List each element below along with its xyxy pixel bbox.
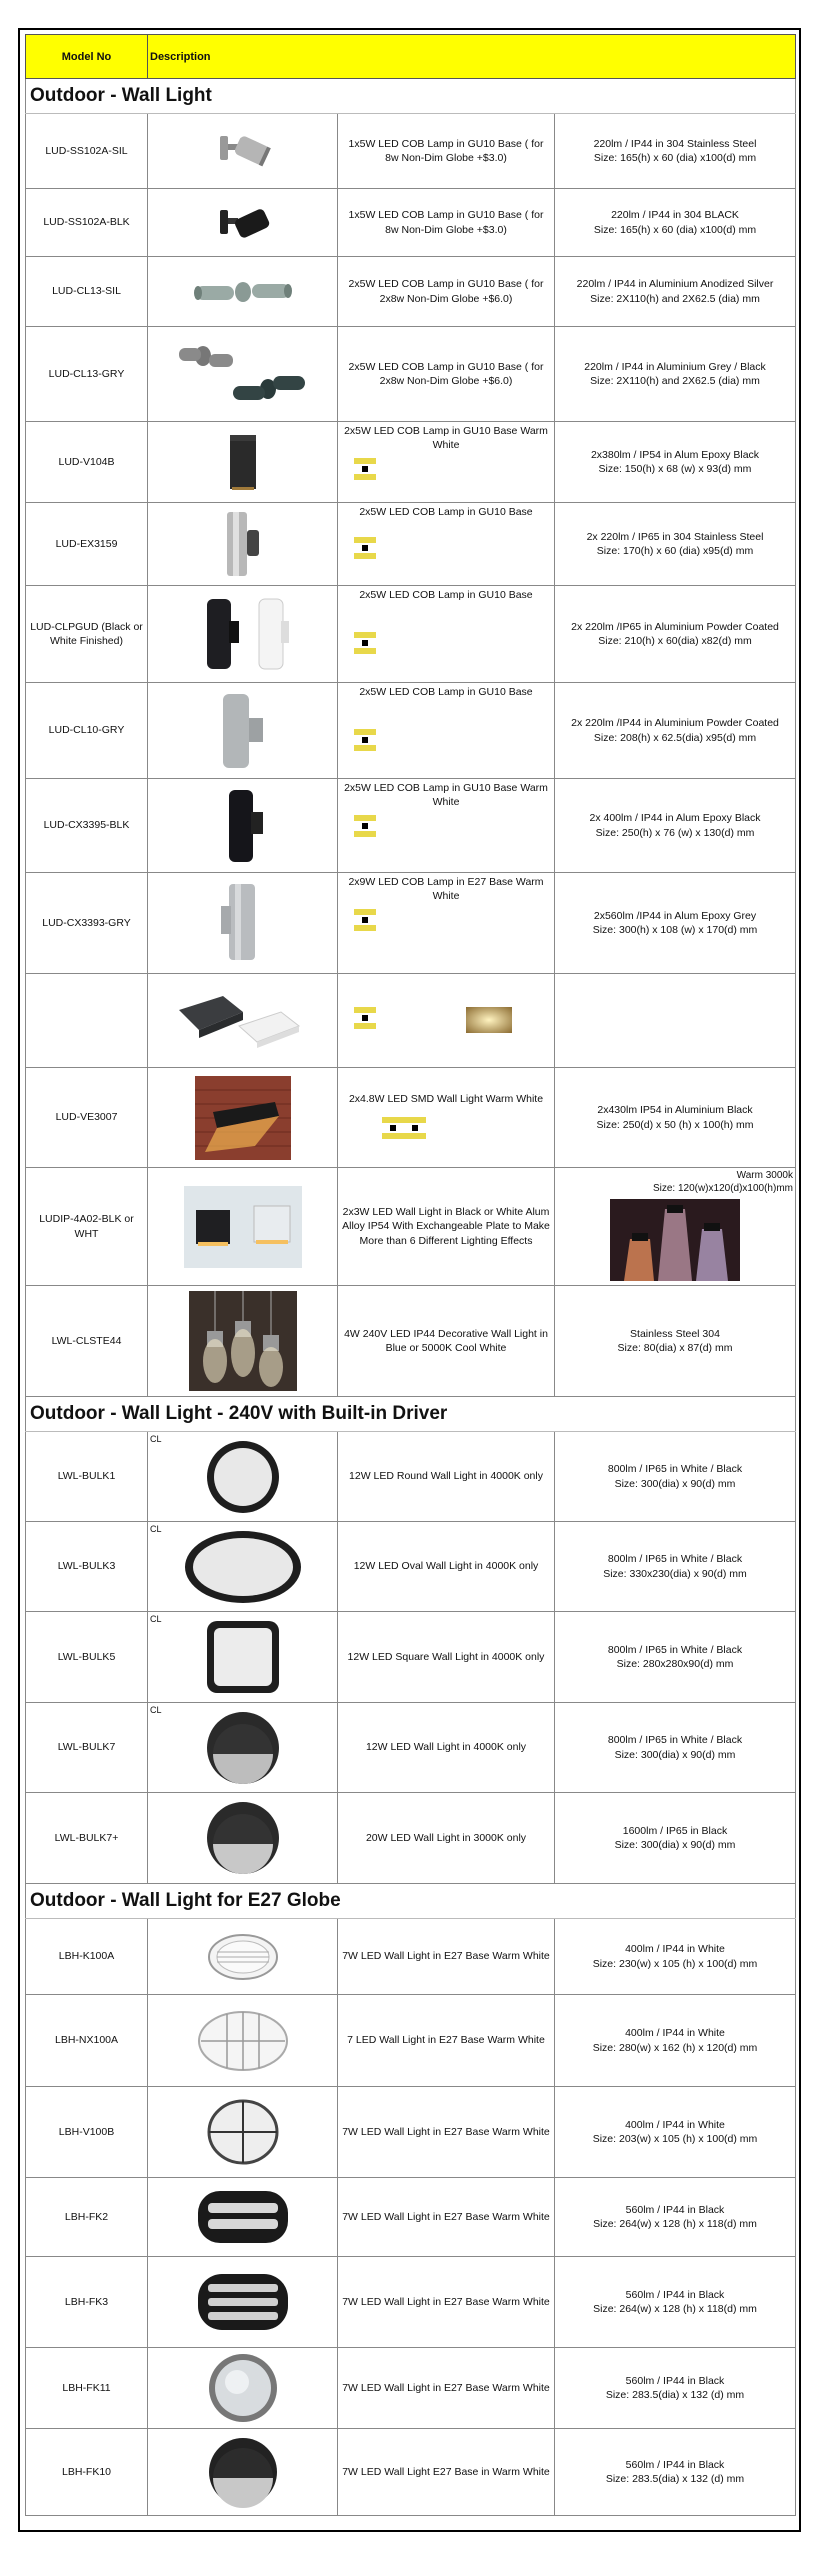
cl-badge: CL: [150, 1524, 162, 1534]
spec-size: Size: 208(h) x 62.5(dia) x95(d) mm: [593, 731, 757, 744]
spec-size: Size: 120(w)x120(d)x100(h)mm: [652, 1183, 793, 1194]
section-title: Outdoor - Wall Light - 240V with Built-in Driver: [26, 1397, 796, 1432]
specs: [555, 779, 796, 873]
table-row: [26, 873, 796, 974]
description: 7W LED Wall Light in E27 Base Warm White: [338, 2178, 555, 2257]
spec-size: Size: 250(h) x 76 (w) x 130(d) mm: [595, 826, 755, 839]
spec-size: Size: 330x230(dia) x 90(d) mm: [603, 1567, 747, 1580]
model-no: LBH-V100B: [26, 2087, 148, 2178]
spec-size: Size: 283.5(dia) x 132 (d) mm: [605, 2389, 745, 2401]
spec-size: Size: 150(h) x 68 (w) x 93(d) mm: [598, 463, 752, 475]
table-row: [26, 1286, 796, 1397]
description: 12W LED Wall Light in 4000K only: [338, 1703, 555, 1793]
table-row: [26, 2178, 796, 2257]
model-no: LBH-FK3: [26, 2257, 148, 2348]
spec-size: Size: 170(h) x 60 (dia) x95(d) mm: [596, 545, 754, 557]
spec-output: 2x560lm /IP44 in Alum Epoxy Grey: [593, 909, 757, 922]
spec-size: Size: 264(w) x 128 (h) x 118(d) mm: [593, 2218, 757, 2230]
description-text: 2x5W LED COB Lamp in GU10 Base Warm White: [344, 425, 548, 452]
table-row: [26, 257, 796, 327]
model-no: LUD-CL13-GRY: [26, 327, 148, 422]
description-text: 2x4.8W LED SMD Wall Light Warm White: [348, 1093, 544, 1106]
lighting-effect-icon: [354, 815, 376, 837]
spec-size: Size: 300(h) x 108 (w) x 170(d) mm: [592, 924, 758, 936]
table-row: [26, 114, 796, 189]
model-no: LBH-FK2: [26, 2178, 148, 2257]
description: [338, 779, 555, 873]
specs: [555, 189, 796, 257]
cl-badge: CL: [150, 1434, 162, 1444]
product-image: [148, 1995, 338, 2087]
product-image: [148, 1286, 338, 1397]
table-row: [26, 1703, 796, 1793]
spec-color-temp: Warm 3000k: [736, 1170, 793, 1181]
specs: [555, 586, 796, 683]
spec-size: Size: 283.5(dia) x 132 (d) mm: [605, 2473, 745, 2485]
spec-output: 560lm / IP44 in Black: [625, 2203, 725, 2216]
lighting-effect-icon: [354, 458, 376, 480]
specs: [555, 114, 796, 189]
specs: [555, 2348, 796, 2429]
description-text: 2x5W LED COB Lamp in GU10 Base: [359, 589, 533, 601]
lighting-effect-icon: [382, 1117, 404, 1139]
product-image: [148, 2348, 338, 2429]
description: 7W LED Wall Light in E27 Base Warm White: [338, 2087, 555, 2178]
specs: [555, 503, 796, 586]
spec-size: Size: 80(dia) x 87(d) mm: [617, 1342, 733, 1354]
lighting-effect-icon: [354, 909, 376, 931]
model-no: LWL-BULK1: [26, 1432, 148, 1522]
description: [338, 683, 555, 779]
specs: [555, 2257, 796, 2348]
table-row: [26, 1522, 796, 1612]
table-row: [26, 1919, 796, 1995]
section-title: Outdoor - Wall Light: [26, 79, 796, 114]
model-no: LWL-BULK7+: [26, 1793, 148, 1884]
header-description: Description: [148, 35, 796, 79]
product-image: [148, 257, 338, 327]
model-no: LUD-SS102A-SIL: [26, 114, 148, 189]
product-image: [148, 586, 338, 683]
description: [338, 974, 555, 1068]
model-no: LUD-CX3393-GRY: [26, 873, 148, 974]
model-no: LUD-CLPGUD (Black or White Finished): [26, 586, 148, 683]
product-image: [148, 1522, 338, 1612]
table-row: [26, 1995, 796, 2087]
description: [338, 873, 555, 974]
description: 12W LED Square Wall Light in 4000K only: [338, 1612, 555, 1703]
table-row: [26, 327, 796, 422]
table-row: [26, 1612, 796, 1703]
spec-size: Size: 230(w) x 105 (h) x 100(d) mm: [592, 1957, 758, 1970]
table-row: [26, 2087, 796, 2178]
product-image: [148, 2429, 338, 2516]
spec-size: Size: 165(h) x 60 (dia) x100(d) mm: [593, 223, 757, 236]
description: 12W LED Oval Wall Light in 4000K only: [338, 1522, 555, 1612]
spec-size: Size: 264(w) x 128 (h) x 118(d) mm: [593, 2303, 757, 2315]
spec-output: 400lm / IP44 in White: [625, 2027, 725, 2040]
specs: [555, 1995, 796, 2087]
specs: [555, 257, 796, 327]
table-row: [26, 1168, 796, 1286]
specs: [555, 2178, 796, 2257]
spec-output: 800lm / IP65 in White / Black: [607, 1643, 743, 1656]
description: 7W LED Wall Light in E27 Base Warm White: [338, 1919, 555, 1995]
description: 2x5W LED COB Lamp in GU10 Base ( for 2x8w Non-Dim Globe +$6.0): [338, 327, 555, 422]
spec-size: Size: 280x280x90(d) mm: [616, 1658, 734, 1670]
specs: [555, 2429, 796, 2516]
section-header: [26, 79, 796, 114]
description-text: 2x5W LED COB Lamp in GU10 Base Warm White: [344, 782, 548, 809]
model-no: LUD-EX3159: [26, 503, 148, 586]
spec-output: 220lm / IP44 in Aluminium Anodized Silver: [576, 278, 774, 291]
model-no: LBH-FK11: [26, 2348, 148, 2429]
spec-output: 560lm / IP44 in Black: [625, 2288, 725, 2301]
table-row: [26, 2257, 796, 2348]
model-no: LUD-V104B: [26, 422, 148, 503]
table-row: [26, 189, 796, 257]
specs: [555, 1432, 796, 1522]
description: [338, 586, 555, 683]
spec-output: 2x 220lm /IP65 in Aluminium Powder Coated: [571, 620, 779, 633]
header-model-no: Model No: [26, 35, 148, 79]
specs: [555, 1703, 796, 1793]
specs: [555, 1286, 796, 1397]
product-image: [148, 1919, 338, 1995]
spec-output: 400lm / IP44 in White: [625, 1943, 725, 1956]
specs: [555, 873, 796, 974]
product-image: [148, 2087, 338, 2178]
spec-size: Size: 300(dia) x 90(d) mm: [614, 1477, 736, 1490]
spec-output: 1600lm / IP65 in Black: [622, 1824, 728, 1837]
spec-output: 220lm / IP44 in 304 Stainless Steel: [593, 137, 757, 150]
specs: [555, 422, 796, 503]
spec-output: 560lm / IP44 in Black: [625, 2458, 725, 2471]
table-row: [26, 1068, 796, 1168]
table-row: [26, 586, 796, 683]
spec-output: 400lm / IP44 in White: [625, 2118, 725, 2131]
specs: [555, 683, 796, 779]
product-image: [148, 873, 338, 974]
product-table: [25, 34, 796, 2516]
table-row: [26, 2429, 796, 2516]
product-image: [148, 683, 338, 779]
product-image: [148, 1168, 338, 1286]
table-row: [26, 683, 796, 779]
model-no: LUD-VE3007: [26, 1068, 148, 1168]
model-no: LBH-K100A: [26, 1919, 148, 1995]
description-text: 2x5W LED COB Lamp in GU10 Base: [359, 686, 533, 698]
specs: [555, 1168, 796, 1286]
specs: [555, 2087, 796, 2178]
spec-size: Size: 2X110(h) and 2X62.5 (dia) mm: [590, 375, 760, 387]
lighting-effect-icon: [354, 1007, 376, 1029]
header-row: [26, 35, 796, 79]
product-image: [148, 327, 338, 422]
spec-size: Size: 250(d) x 50 (h) x 100(h) mm: [596, 1118, 754, 1131]
description: 1x5W LED COB Lamp in GU10 Base ( for 8w Non-Dim Globe +$3.0): [338, 189, 555, 257]
table-row: [26, 422, 796, 503]
table-row: [26, 1432, 796, 1522]
product-image: [148, 2257, 338, 2348]
product-image: [148, 1068, 338, 1168]
cl-badge: CL: [150, 1614, 162, 1624]
spec-output: 2x380lm / IP54 in Alum Epoxy Black: [590, 448, 760, 461]
spec-size: Size: 203(w) x 105 (h) x 100(d) mm: [592, 2133, 758, 2145]
description-text: 2x5W LED COB Lamp in GU10 Base: [359, 506, 533, 518]
product-image: [148, 779, 338, 873]
description: [338, 503, 555, 586]
lighting-effect-icon: [354, 729, 376, 751]
model-no: LBH-NX100A: [26, 1995, 148, 2087]
spec-output: 220lm / IP44 in Aluminium Grey / Black: [584, 360, 766, 373]
product-catalog: [25, 34, 795, 2516]
spec-output: 220lm / IP44 in 304 BLACK: [611, 209, 739, 222]
section-header: [26, 1397, 796, 1432]
spec-size: Size: 210(h) x 60(dia) x82(d) mm: [598, 635, 752, 647]
light-beam-icon: [466, 1007, 512, 1033]
model-no: [26, 974, 148, 1068]
table-row: [26, 2348, 796, 2429]
model-no: LUD-CL10-GRY: [26, 683, 148, 779]
model-no: LUD-CL13-SIL: [26, 257, 148, 327]
description: 4W 240V LED IP44 Decorative Wall Light in Blue or 5000K Cool White: [338, 1286, 555, 1397]
spec-output: 800lm / IP65 in White / Black: [607, 1463, 743, 1476]
description: 7W LED Wall Light in E27 Base Warm White: [338, 2257, 555, 2348]
product-image: [148, 2178, 338, 2257]
spec-size: Size: 300(dia) x 90(d) mm: [614, 1748, 736, 1761]
model-no: LWL-CLSTE44: [26, 1286, 148, 1397]
description: 7 LED Wall Light in E27 Base Warm White: [338, 1995, 555, 2087]
spec-output: 2x 400lm / IP44 in Alum Epoxy Black: [589, 812, 761, 825]
product-image: [148, 1432, 338, 1522]
product-image: [148, 503, 338, 586]
spec-size: Size: 300(dia) x 90(d) mm: [614, 1839, 736, 1851]
spec-output: 2x430lm IP54 in Aluminium Black: [597, 1104, 753, 1117]
spec-size: Size: 280(w) x 162 (h) x 120(d) mm: [592, 2041, 758, 2054]
model-no: LWL-BULK3: [26, 1522, 148, 1612]
spec-output: 800lm / IP65 in White / Black: [607, 1553, 743, 1566]
table-row: [26, 779, 796, 873]
lighting-effect-icon: [354, 632, 376, 654]
table-row: [26, 1793, 796, 1884]
spec-output: 560lm / IP44 in Black: [625, 2374, 725, 2387]
description-text: 2x9W LED COB Lamp in E27 Base Warm White: [348, 876, 544, 903]
product-image: [148, 1612, 338, 1703]
specs: [555, 974, 796, 1068]
table-row: [26, 503, 796, 586]
description: 20W LED Wall Light in 3000K only: [338, 1793, 555, 1884]
section-title: Outdoor - Wall Light for E27 Globe: [26, 1884, 796, 1919]
product-image: [148, 189, 338, 257]
spec-size: Size: 165(h) x 60 (dia) x100(d) mm: [593, 152, 757, 164]
model-no: LBH-FK10: [26, 2429, 148, 2516]
model-no: LWL-BULK7: [26, 1703, 148, 1793]
description: 2x3W LED Wall Light in Black or White Alum Alloy IP54 With Exchangeable Plate to Make More than 6 Different Lighting Effects: [338, 1168, 555, 1286]
product-image: [148, 114, 338, 189]
table-row: [26, 974, 796, 1068]
description: 2x5W LED COB Lamp in GU10 Base ( for 2x8w Non-Dim Globe +$6.0): [338, 257, 555, 327]
specs: [555, 327, 796, 422]
product-image: [148, 1793, 338, 1884]
model-no: LUDIP-4A02-BLK or WHT: [26, 1168, 148, 1286]
description: 1x5W LED COB Lamp in GU10 Base ( for 8w Non-Dim Globe +$3.0): [338, 114, 555, 189]
description: 12W LED Round Wall Light in 4000K only: [338, 1432, 555, 1522]
specs: [555, 1068, 796, 1168]
description: 7W LED Wall Light E27 Base in Warm White: [338, 2429, 555, 2516]
lighting-effect-icon: [404, 1117, 426, 1139]
product-image: [148, 422, 338, 503]
product-image: [148, 1703, 338, 1793]
model-no: LUD-SS102A-BLK: [26, 189, 148, 257]
spec-output: 800lm / IP65 in White / Black: [607, 1734, 743, 1747]
spec-material: Stainless Steel 304: [630, 1327, 720, 1340]
model-no: LWL-BULK5: [26, 1612, 148, 1703]
specs: [555, 1522, 796, 1612]
specs: [555, 1793, 796, 1884]
spec-size: Size: 2X110(h) and 2X62.5 (dia) mm: [590, 292, 760, 305]
description: [338, 422, 555, 503]
specs: [555, 1612, 796, 1703]
description: 7W LED Wall Light in E27 Base Warm White: [338, 2348, 555, 2429]
lighting-effect-icon: [354, 537, 376, 559]
specs: [555, 1919, 796, 1995]
cl-badge: CL: [150, 1705, 162, 1715]
section-header: [26, 1884, 796, 1919]
spec-output: 2x 220lm / IP65 in 304 Stainless Steel: [586, 530, 764, 543]
spec-output: 2x 220lm /IP44 in Aluminium Powder Coated: [571, 717, 779, 730]
model-no: LUD-CX3395-BLK: [26, 779, 148, 873]
product-image: [148, 974, 338, 1068]
description: [338, 1068, 555, 1168]
